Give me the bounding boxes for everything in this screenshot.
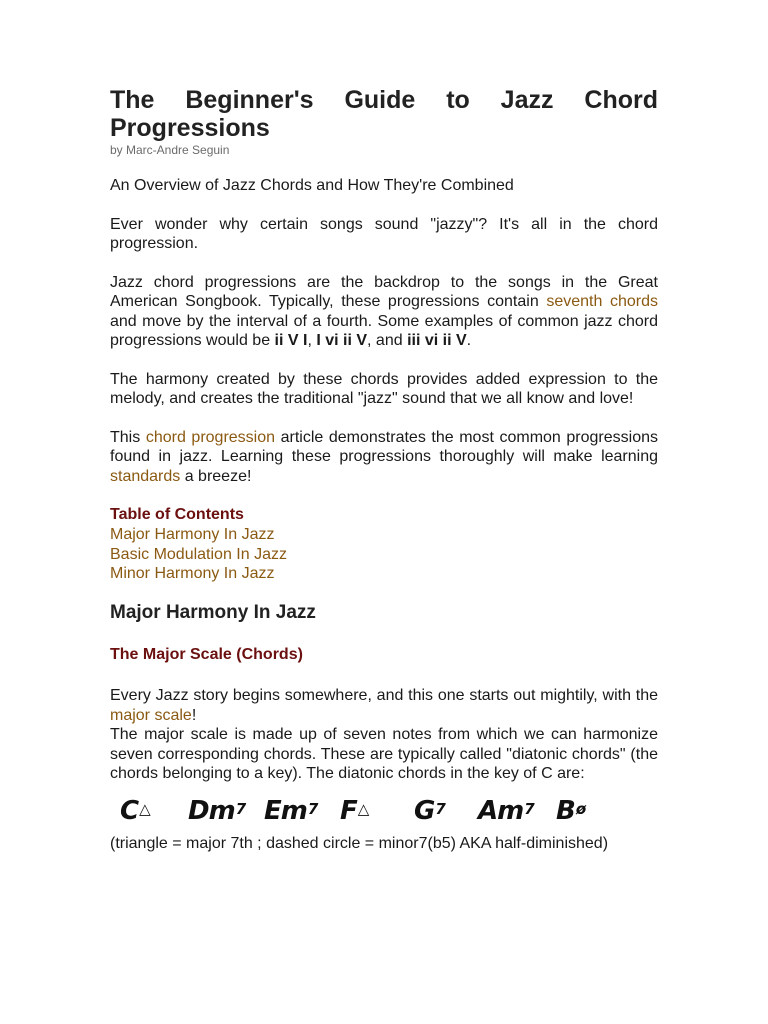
chord-symbol [188,796,245,826]
text-span: , and [367,332,408,349]
text-span: . [466,332,472,349]
chord-symbols-image [110,790,658,834]
text-span: and move by the interval of a fourth. Some examples of common jazz chord progressions would be [110,312,658,349]
chord-root: G [414,795,435,826]
chord-symbol [478,796,534,826]
text-span: Jazz chord progressions are the backdrop to the songs in the Great American Songbook. Typically, these progressions contain [110,273,658,310]
text-span: article demonstrates the most common progressions found in jazz. Learning these progressions thoroughly will make learning [110,428,659,465]
paragraph-article-summary [110,428,658,487]
progression-iii-vi-ii-v: iii vi ii V [407,332,467,349]
article [110,86,658,853]
link-major-scale[interactable]: major scale [110,706,192,724]
link-seventh-chords[interactable]: seventh chords [546,293,658,310]
text-span: ! [191,706,197,724]
toc-item-minor-harmony[interactable]: Minor Harmony In Jazz [110,565,275,583]
paragraph-chord-legend: (triangle = major 7th ; dashed circle = minor7(b5) AKA half-diminished) [110,834,609,852]
chord-root: Am [478,795,524,826]
text-span: , [307,332,317,349]
chord-root: F [340,795,357,826]
chord-symbol [556,796,585,826]
chord-quality: △ [357,799,369,818]
chord-quality: 7 [435,799,445,818]
chord-symbol [340,796,368,826]
chord-quality: ø [575,799,586,818]
chord-root: Em [264,795,307,826]
article-byline: by Marc-Andre Seguin [110,143,230,157]
section-heading: Major Harmony In Jazz [110,602,316,624]
chord-quality: △ [139,799,150,818]
article-overview: An Overview of Jazz Chords and How They're Combined [110,177,514,194]
article-title: The Beginner's Guide to Jazz Chord Progressions [110,86,658,142]
chord-quality: 7 [235,799,246,818]
chord-root: B [556,795,575,826]
text-span: This [110,428,146,446]
chord-symbol [414,796,445,826]
subsection-heading: The Major Scale (Chords) [110,646,303,664]
paragraph-diatonic-chords: The major scale is made up of seven notes from which we can harmonize seven corresponding chords. These are typically called "diatonic chords" (the chords belonging to a key). The diatonic chords in the key of C are: [110,726,658,783]
link-standards[interactable]: standards [110,467,181,485]
text-span: a breeze! [180,467,252,485]
link-chord-progression[interactable]: chord progression [145,428,276,446]
chord-symbol [120,796,150,826]
chord-symbol [264,796,317,826]
progression-i-vi-ii-v: I vi ii V [316,332,368,349]
toc-title: Table of Contents [110,506,244,523]
toc-item-major-harmony[interactable]: Major Harmony In Jazz [110,525,275,543]
paragraph-intro: Ever wonder why certain songs sound "jazzy"? It's all in the chord progression. [110,215,658,252]
table-of-contents [110,505,658,584]
progression-ii-v-i: ii V I [274,332,308,349]
paragraph-major-scale-intro [110,686,658,725]
toc-item-basic-modulation[interactable]: Basic Modulation In Jazz [110,545,287,563]
paragraph-progressions [110,273,658,351]
paragraph-harmony: The harmony created by these chords provides added expression to the melody, and creates the traditional "jazz" sound that we all know and love! [110,370,658,407]
chord-root: Dm [188,795,235,826]
text-span: Every Jazz story begins somewhere, and this one starts out mightily, with the [110,687,658,705]
chord-quality: 7 [307,799,318,818]
chord-root: C [120,795,139,826]
chord-quality: 7 [524,799,534,818]
